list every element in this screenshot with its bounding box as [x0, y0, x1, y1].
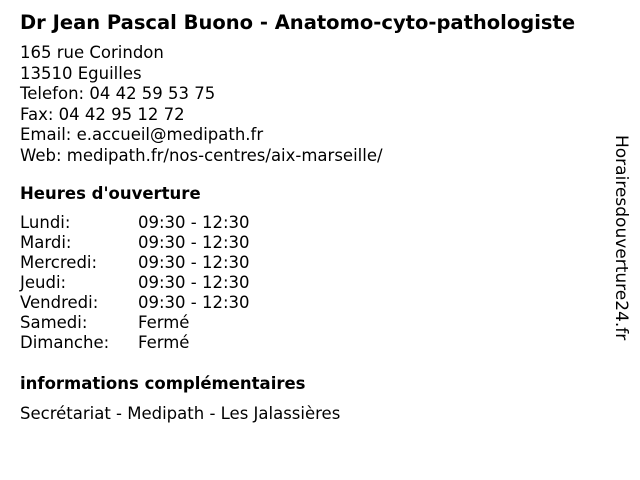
opening-hours-heading: Heures d'ouverture	[20, 184, 201, 203]
hours-value: 09:30 - 12:30	[138, 233, 250, 252]
hours-value: 09:30 - 12:30	[138, 273, 250, 292]
day-label: Mercredi:	[20, 253, 98, 272]
page-title: Dr Jean Pascal Buono - Anatomo-cyto-pathologiste	[20, 11, 576, 34]
additional-info-heading: informations complémentaires	[20, 374, 306, 393]
phone-line[interactable]: Telefon: 04 42 59 53 75	[20, 84, 216, 103]
fax-line: Fax: 04 42 95 12 72	[20, 104, 185, 124]
day-label: Vendredi:	[20, 293, 99, 312]
hours-value: Fermé	[138, 313, 190, 332]
day-label: Dimanche:	[20, 333, 110, 352]
email-line[interactable]: Email: e.accueil@medipath.fr	[20, 125, 264, 144]
additional-info-text: Secrétariat - Medipath - Les Jalassières	[20, 404, 341, 423]
hours-value: 09:30 - 12:30	[138, 213, 250, 232]
day-label: Lundi:	[20, 213, 71, 232]
contact-block	[20, 43, 383, 166]
day-label: Mardi:	[20, 233, 72, 252]
watermark-text: Horairesdouverture24.fr	[611, 135, 631, 341]
day-label: Samedi:	[20, 313, 88, 332]
web-line[interactable]: Web: medipath.fr/nos-centres/aix-marseille/	[20, 145, 383, 165]
hours-value: 09:30 - 12:30	[138, 253, 250, 272]
address-street: 165 rue Corindon	[20, 43, 164, 62]
site-watermark	[610, 135, 635, 370]
hours-value: Fermé	[138, 333, 190, 352]
day-label: Jeudi:	[20, 273, 67, 292]
address-city: 13510 Eguilles	[20, 63, 142, 83]
hours-value: 09:30 - 12:30	[138, 293, 250, 312]
